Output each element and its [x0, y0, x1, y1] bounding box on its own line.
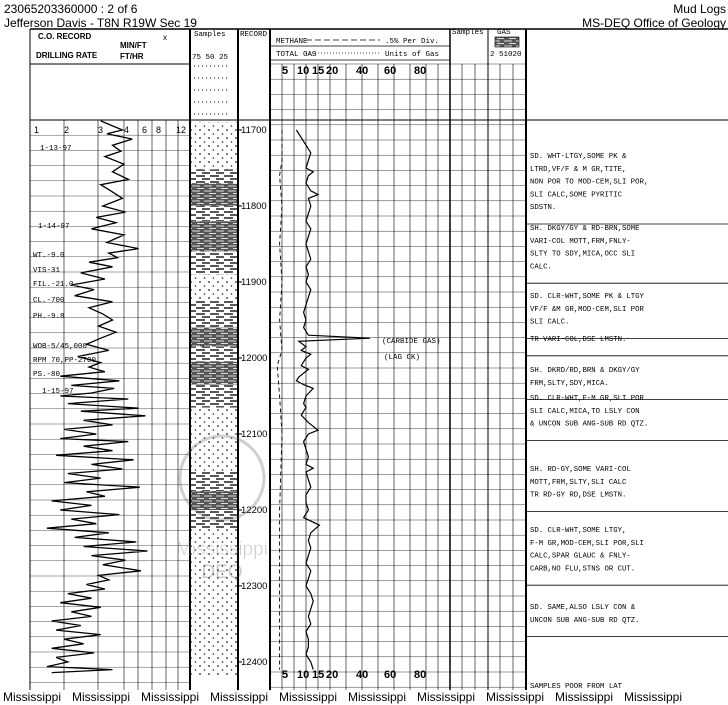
footer-word: Mississippi [279, 690, 338, 704]
lithology-bed [191, 122, 237, 169]
drilling-rate-curve [47, 121, 148, 673]
record-label: RECORD [240, 31, 268, 39]
methane-divisions: .5% Per Div. [385, 38, 440, 46]
description-line: SAMPLES POOR FROM LAT [530, 683, 622, 690]
note-ph: PH.-9.8 [33, 313, 65, 321]
description-line: SLTY TO SDY,MICA,OCC SLI [530, 250, 636, 259]
log-type-title: Mud Logs [673, 2, 726, 16]
description-line: SD. CLR-WHT,F-M GR,SLI POR [530, 395, 644, 403]
description-line: CALC,SPAR GLAUC & FNLY- [530, 552, 631, 561]
lithology-bed [191, 301, 237, 328]
description-line: SD. CLR-WHT,SOME LTGY, [530, 527, 627, 535]
description-line: TR RD-GY RD,DSE LMSTN. [530, 491, 627, 500]
lag-check-note: (LAG CK) [384, 354, 421, 362]
description-line: SLI CALC,SOME PYRITIC [530, 191, 622, 200]
lithology-bed [191, 328, 237, 347]
lithology-bed [191, 183, 237, 206]
gas-scale-tick: 5 [282, 669, 289, 681]
watermark-state: Mississippi [176, 539, 268, 560]
agency-name: MS-DEQ Office of Geology [582, 16, 726, 30]
total-gas-label: TOTAL GAS [276, 51, 317, 59]
gas-scale-tick: 80 [414, 65, 427, 77]
gas-scale-tick: 10 [297, 65, 310, 77]
gas-scale-tick: 5 [282, 65, 289, 77]
gas-scale-tick: 20 [326, 669, 339, 681]
lithology-bed [191, 221, 237, 251]
lithology-bed [191, 385, 237, 408]
lithology-descriptions [526, 153, 728, 690]
description-line: SLI CALC,MICA,TO LSLY CON [530, 407, 640, 416]
note-cl: CL.-700 [33, 297, 65, 305]
footer-word: Mississippi [486, 690, 545, 704]
footer-word: Mississippi [555, 690, 614, 704]
gas-scale-tick: 40 [356, 65, 369, 77]
footer-word: Mississippi [3, 690, 62, 704]
document-id: 23065203360000 : 2 of 6 [4, 2, 138, 16]
samples-label: Samples [194, 31, 226, 39]
drilling-notes [33, 145, 97, 396]
well-location: Jefferson Davis - T8N R19W Sec 19 [4, 16, 197, 30]
lithology-bed [191, 170, 237, 184]
description-line: MOTT,FRM,SLTY,SLI CALC [530, 478, 627, 487]
lithology-bed [191, 491, 237, 510]
gas-scale-tick: 10 [297, 669, 310, 681]
note-fil: FIL.-21.0 [33, 281, 74, 289]
note-date2: 1-14-97 [38, 223, 70, 231]
description-line: NON POR TO MOD-CEM,SLI POR, [530, 178, 649, 187]
lithology-bed [191, 362, 237, 385]
methane-label: METHANE [276, 38, 308, 46]
drilling-rate-label: DRILLING RATE [36, 51, 98, 60]
lithology-bed [191, 609, 237, 639]
gas-scale-label: 2 51020 [490, 51, 522, 59]
drilling-scale-tick: 8 [156, 125, 162, 135]
methane-curve [277, 130, 282, 670]
lithology-bed [191, 472, 237, 491]
note-ps: PS.-80 [33, 371, 61, 379]
gas-scale-tick: 80 [414, 669, 427, 681]
description-line: CALC. [530, 263, 552, 272]
gas-legend-swatch [495, 37, 519, 47]
depth-label: 12100 [241, 429, 268, 440]
description-line: FRM,SLTY,SDY,MICA. [530, 379, 609, 388]
gas-scale-tick: 40 [356, 669, 369, 681]
description-line: VARI-COL MOTT,FRM,FNLY- [530, 237, 631, 246]
footer-word: Mississippi [417, 690, 476, 704]
gas-scale-bottom [282, 669, 426, 681]
note-date1: 1-13-97 [40, 145, 72, 153]
description-line: SH. RD-GY,SOME VARI-COL [530, 466, 631, 474]
gas-scale-tick: 20 [326, 65, 339, 77]
description-line: TR VARI-COL,DSE LMSTN. [530, 336, 627, 344]
footer-word: Mississippi [141, 690, 200, 704]
depth-label: 11800 [241, 201, 267, 212]
lithology-bed [191, 274, 237, 301]
footer-watermark-strip [0, 690, 728, 705]
note-rpm: RPM 70,PP-2700 [33, 357, 97, 365]
gas-scale-tick: 60 [384, 65, 397, 77]
carbide-gas-note: (CARBIDE GAS) [382, 338, 441, 346]
gas-scale-tick: 60 [384, 669, 397, 681]
lithology-bed [191, 639, 237, 677]
depth-label: 11900 [241, 277, 267, 288]
lithology-bed [191, 206, 237, 221]
description-line: SD. SAME,ALSO LSLY CON & [530, 604, 636, 612]
depth-labels [238, 125, 267, 668]
gas-scale-tick: 15 [312, 669, 325, 681]
depth-label: 12400 [241, 657, 268, 668]
description-line: SH. DKRD/RD,BRN & DKGY/GY [530, 367, 640, 375]
x-mark: x [163, 33, 167, 42]
depth-label: 12200 [241, 505, 268, 516]
samples-right-label: Samples [452, 29, 484, 37]
drilling-scale-tick: 6 [142, 125, 148, 135]
lithology-bed [191, 434, 237, 472]
description-line: F-M GR,MOD-CEM,SLI POR,SLI [530, 539, 644, 548]
gas-label: GAS [497, 29, 511, 37]
description-line: & UNCON SUB ANG-SUB RD QTZ. [530, 420, 649, 429]
drilling-scale-tick: 3 [98, 125, 104, 135]
depth-label: 11700 [241, 125, 267, 136]
column-borders [30, 29, 526, 690]
drilling-scale-tick: 2 [64, 125, 70, 135]
note-wob: WOB-5/45,000 [33, 343, 88, 351]
description-line: CARB,NO FLU,STNS OR CUT. [530, 565, 636, 574]
footer-word: Mississippi [72, 690, 131, 704]
lithology-column [191, 66, 237, 677]
description-line: VF/F &M GR,MOD-CEM,SLI POR [530, 305, 644, 314]
co-record-label: C.O. RECORD [38, 32, 92, 41]
lithology-bed [191, 252, 237, 275]
drilling-scale-tick: 4 [124, 125, 130, 135]
gas-scale-tick: 15 [312, 65, 325, 77]
depth-label: 12300 [241, 581, 268, 592]
description-line: SDSTN. [530, 204, 557, 213]
description-line: UNCON SUB ANG-SUB RD QTZ. [530, 616, 640, 625]
description-line: SLI CALC. [530, 318, 570, 327]
description-line: SD. WHT-LTGY,SOME PK & [530, 153, 627, 161]
drilling-scale-tick: 12 [176, 125, 187, 135]
min-ft-label: MIN/FT [120, 41, 147, 50]
note-wt: WT.-9.0 [33, 252, 65, 260]
ft-hr-label: FT/HR [120, 52, 144, 61]
note-date3: 1-15-97 [42, 388, 74, 396]
description-line: SD. CLR-WHT,SOME PK & LTGY [530, 293, 644, 301]
drilling-scale-tick: 1 [34, 125, 40, 135]
lithology-bed [191, 407, 237, 434]
watermark-agency: DEQ [201, 562, 243, 583]
footer-word: Mississippi [210, 690, 269, 704]
lithology-bed [191, 347, 237, 362]
footer-word: Mississippi [348, 690, 407, 704]
note-vis: VIS-31 [33, 267, 61, 275]
description-line: SH. DKGY/GY & RD-BRN,SOME [530, 225, 640, 233]
gas-scale-top [282, 65, 426, 77]
drilling-rate-grid [30, 120, 190, 690]
footer-word: Mississippi [624, 690, 683, 704]
samples-percent-scale: 75 50 25 [192, 54, 229, 62]
depth-label: 12000 [241, 353, 268, 364]
total-gas-units: Units of Gas [385, 51, 440, 59]
description-line: LTRD,VF/F & M GR,TITE, [530, 165, 627, 174]
total-gas-curve [296, 130, 370, 670]
